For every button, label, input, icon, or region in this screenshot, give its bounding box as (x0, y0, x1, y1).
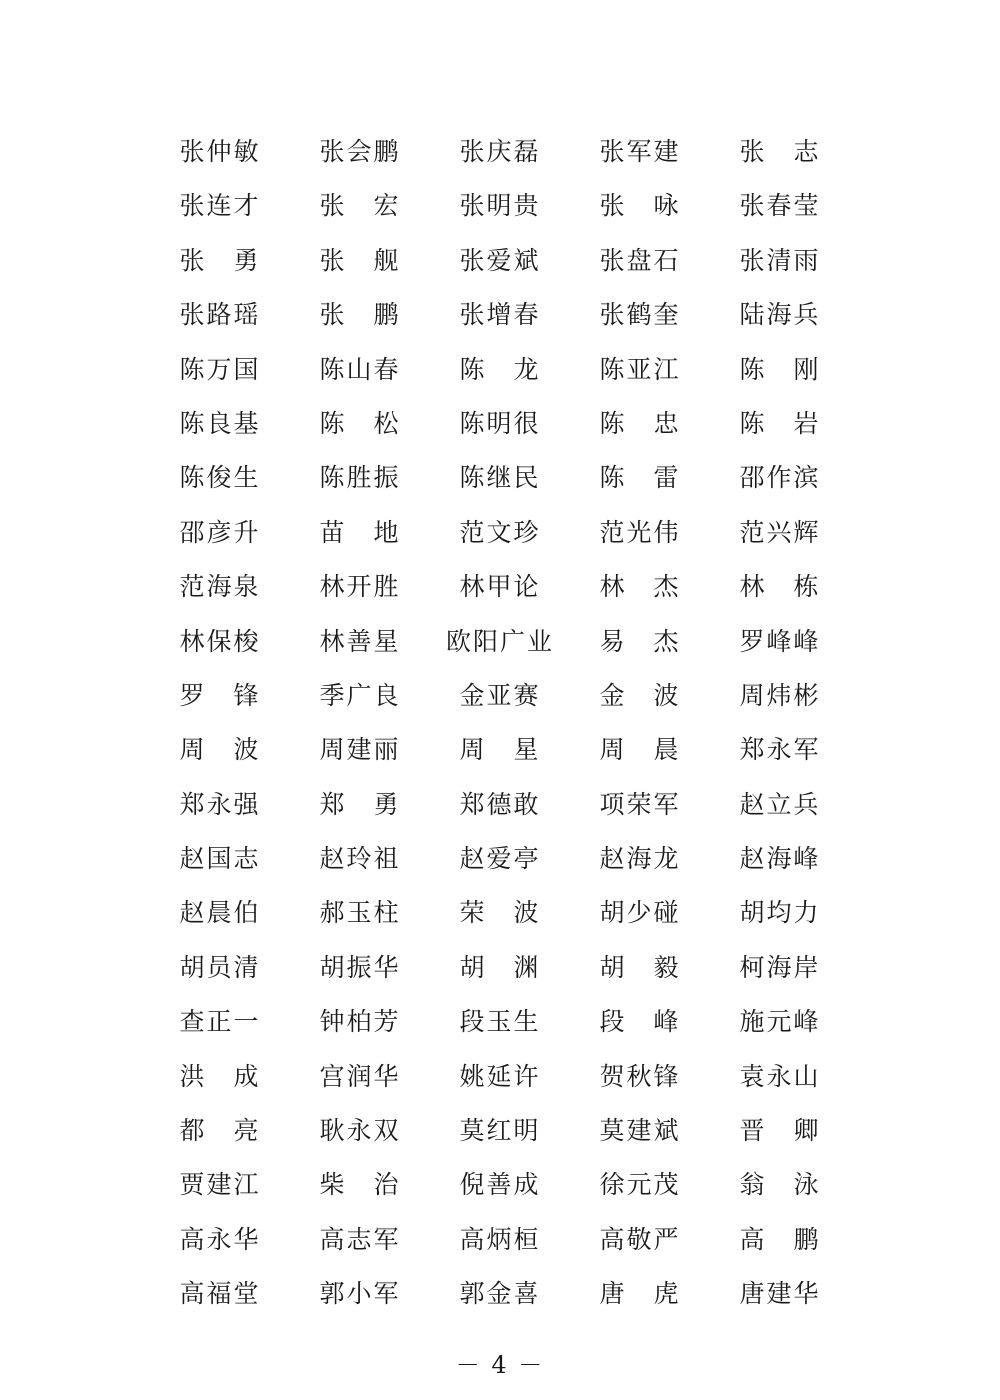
name-entry: 金 波 (599, 680, 681, 710)
name-entry: 张清雨 (739, 245, 821, 275)
name-entry: 高炳桓 (459, 1224, 541, 1254)
name-entry: 林善星 (319, 626, 401, 656)
name-entry: 罗峰峰 (739, 626, 821, 656)
name-entry: 金亚赛 (459, 680, 541, 710)
name-entry: 邵作滨 (739, 463, 821, 493)
name-entry: 倪善成 (459, 1170, 541, 1200)
name-entry: 范海泉 (179, 572, 261, 602)
name-entry: 林开胜 (319, 572, 401, 602)
name-entry: 唐建华 (739, 1279, 821, 1309)
name-entry: 贺秋锋 (599, 1061, 681, 1091)
name-entry: 张庆磊 (459, 137, 541, 166)
name-entry: 周 晨 (599, 735, 681, 765)
name-entry: 柴 治 (319, 1170, 401, 1200)
name-entry: 高志军 (319, 1224, 401, 1254)
name-entry: 周建丽 (319, 735, 401, 765)
name-entry: 苗 地 (319, 517, 401, 547)
name-entry: 胡均力 (739, 898, 821, 928)
name-entry: 季广良 (319, 680, 401, 710)
name-entry: 陈俊生 (179, 463, 261, 493)
name-entry: 张 宏 (319, 191, 401, 221)
name-entry: 罗 锋 (179, 680, 261, 710)
name-entry: 查正一 (179, 1007, 261, 1037)
name-entry: 郑德敢 (459, 789, 541, 819)
name-entry: 洪 成 (179, 1061, 261, 1091)
name-entry: 高敬严 (599, 1224, 681, 1254)
name-entry: 欧阳广业 (445, 626, 554, 656)
name-entry: 范光伟 (599, 517, 681, 547)
name-entry: 易 杰 (599, 626, 681, 656)
name-entry: 张爱斌 (459, 245, 541, 275)
name-entry: 柯海岸 (739, 952, 821, 982)
name-entry: 林 栋 (739, 572, 821, 602)
name-entry: 陈 龙 (459, 354, 541, 384)
name-entry: 林保梭 (179, 626, 261, 656)
name-entry: 郑永军 (739, 735, 821, 765)
name-entry: 胡少碰 (599, 898, 681, 928)
name-entry: 张明贵 (459, 191, 541, 221)
name-entry: 赵爱亭 (459, 844, 541, 874)
name-entry: 袁永山 (739, 1061, 821, 1091)
page-number: － 4 － (455, 1351, 545, 1379)
name-entry: 张 鹏 (319, 300, 401, 330)
name-entry: 项荣军 (599, 789, 681, 819)
name-list-grid (150, 125, 850, 1322)
name-entry: 赵晨伯 (179, 898, 261, 928)
name-entry: 高永华 (179, 1224, 261, 1254)
name-entry: 林甲论 (459, 572, 541, 602)
name-entry: 陈继民 (459, 463, 541, 493)
name-entry: 张军建 (599, 137, 681, 166)
name-entry: 高福堂 (179, 1279, 261, 1309)
name-entry: 陈明很 (459, 408, 541, 438)
name-entry: 郭金喜 (459, 1279, 541, 1309)
name-entry: 周 星 (459, 735, 541, 765)
name-entry: 张 志 (739, 137, 821, 166)
name-entry: 张连才 (179, 191, 261, 221)
name-entry: 赵国志 (179, 844, 261, 874)
name-entry: 陈 忠 (599, 408, 681, 438)
name-entry: 郑永强 (179, 789, 261, 819)
name-entry: 宫润华 (319, 1061, 401, 1091)
name-entry: 赵海峰 (739, 844, 821, 874)
name-entry: 胡 渊 (459, 952, 541, 982)
name-entry: 陈良基 (179, 408, 261, 438)
name-entry: 周 波 (179, 735, 261, 765)
name-entry: 晋 卿 (739, 1116, 821, 1146)
name-entry: 林 杰 (599, 572, 681, 602)
name-entry: 耿永双 (319, 1116, 401, 1146)
name-entry: 荣 波 (459, 898, 541, 928)
name-entry: 张春莹 (739, 191, 821, 221)
name-entry: 郭小军 (319, 1279, 401, 1309)
name-entry: 张增春 (459, 300, 541, 330)
name-entry: 胡 毅 (599, 952, 681, 982)
name-entry: 都 亮 (179, 1116, 261, 1146)
name-entry: 邵彦升 (179, 517, 261, 547)
name-entry: 张 勇 (179, 245, 261, 275)
name-entry: 范文珍 (459, 517, 541, 547)
name-entry: 张路瑶 (179, 300, 261, 330)
name-entry: 胡振华 (319, 952, 401, 982)
name-entry: 陈亚江 (599, 354, 681, 384)
name-entry: 陈 雷 (599, 463, 681, 493)
name-entry: 赵玲祖 (319, 844, 401, 874)
name-entry: 莫红明 (459, 1116, 541, 1146)
name-entry: 陈胜振 (319, 463, 401, 493)
name-entry: 张鹤奎 (599, 300, 681, 330)
name-entry: 陆海兵 (739, 300, 821, 330)
name-entry: 张仲敏 (179, 137, 261, 166)
name-entry: 赵立兵 (739, 789, 821, 819)
name-entry: 张会鹏 (319, 137, 401, 166)
name-entry: 赵海龙 (599, 844, 681, 874)
name-entry: 段玉生 (459, 1007, 541, 1037)
name-entry: 郑 勇 (319, 789, 401, 819)
name-entry: 姚延许 (459, 1061, 541, 1091)
name-entry: 郝玉柱 (319, 898, 401, 928)
name-entry: 翁 泳 (739, 1170, 821, 1200)
name-entry: 张 咏 (599, 191, 681, 221)
name-entry: 唐 虎 (599, 1279, 681, 1309)
name-entry: 陈山春 (319, 354, 401, 384)
name-entry: 莫建斌 (599, 1116, 681, 1146)
name-entry: 徐元茂 (599, 1170, 681, 1200)
name-entry: 施元峰 (739, 1007, 821, 1037)
name-entry: 张 舰 (319, 245, 401, 275)
name-entry: 陈 岩 (739, 408, 821, 438)
name-entry: 陈 刚 (739, 354, 821, 384)
name-entry: 陈万国 (179, 354, 261, 384)
name-entry: 高 鹏 (739, 1224, 821, 1254)
name-entry: 张盘石 (599, 245, 681, 275)
name-entry: 范兴辉 (739, 517, 821, 547)
name-entry: 陈 松 (319, 408, 401, 438)
name-entry: 钟柏芳 (319, 1007, 401, 1037)
name-entry: 周炜彬 (739, 680, 821, 710)
name-entry: 贾建江 (179, 1170, 261, 1200)
name-entry: 胡员清 (179, 952, 261, 982)
name-entry: 段 峰 (599, 1007, 681, 1037)
